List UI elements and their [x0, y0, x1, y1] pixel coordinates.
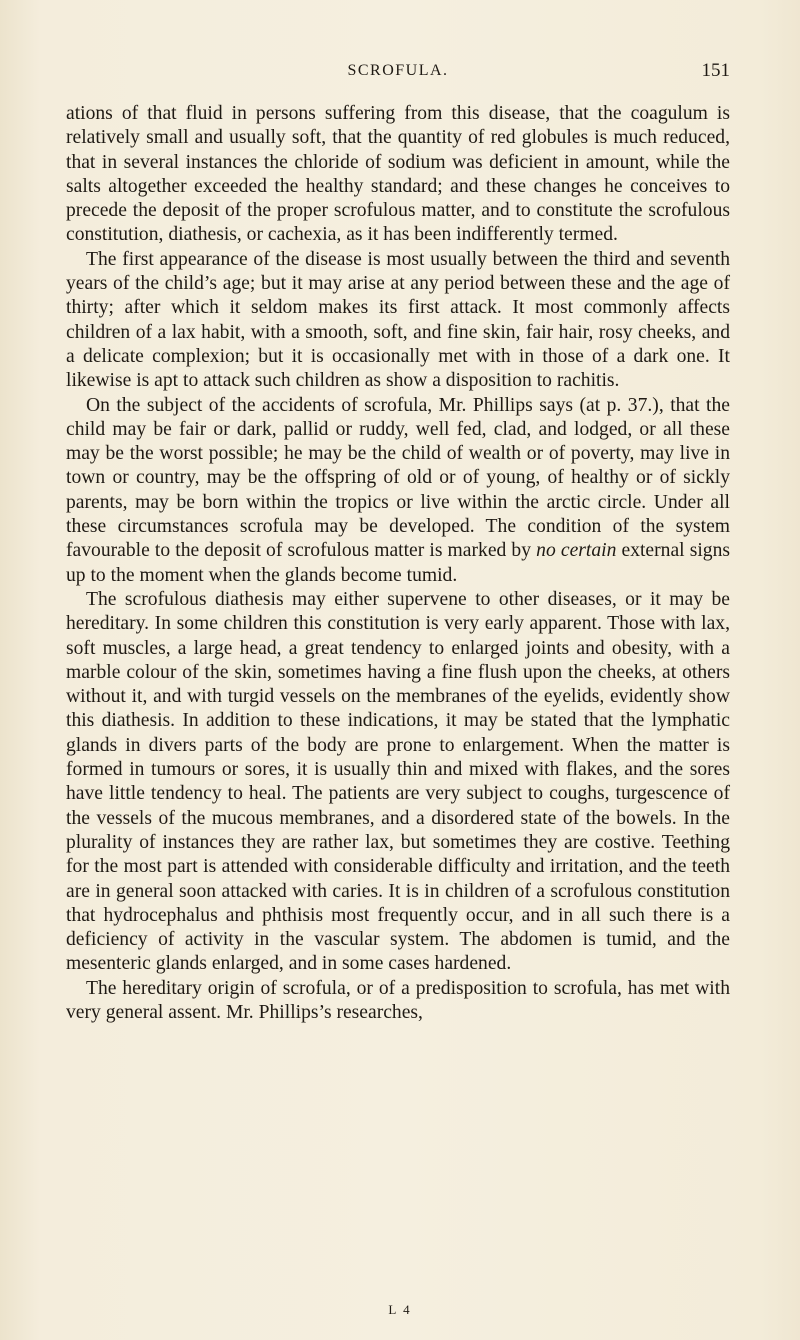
- paragraph-3-emphasis: no certain: [536, 540, 617, 562]
- paragraph-4-text: The scrofulous diathesis may either supervene to other diseases, or it may be hereditary. In some children this constitution is very early apparent. Those with lax, soft muscles, a large head, a great tendency to enlarged joints and obesity, with a marble colour of the skin, sometimes having a fine flush upon the cheeks, at others without it, and with turgid vessels on the membranes of the eyelids, evidently show this diathesis. In addition to these indications, it may be stated that the lymphatic glands in divers parts of the body are prone to enlargement. When the matter is formed in tumours or sores, it is usually thin and mixed with flakes, and the sores have little tendency to heal. The patients are very subject to coughs, turgescence of the vessels of the mucous membranes, and a disordered state of the bowels. In the plurality of instances they are rather lax, but sometimes they are costive. Teething for the most part is attended with considerable difficulty and irritation, and the teeth are in general soon attacked with caries. It is in children of a scrofulous constitution that hydrocephalus and phthisis most frequently occur, and in all such there is a deficiency of activity in the vascular system. The abdomen is tumid, and the mesenteric glands enlarged, and in some cases hardened.: [66, 588, 730, 975]
- paragraph-3: [66, 394, 730, 588]
- signature-mark: L 4: [388, 1302, 412, 1317]
- page-number: 151: [701, 60, 730, 81]
- paragraph-3-text-end: external signs up to the moment when the glands become tumid.: [66, 540, 730, 586]
- paragraph-1-text: ations of that fluid in persons suffering from this disease, that the coagulum is relatively small and usually soft, that the quantity of red globules is much reduced, that in several instances the chloride of sodium was deficient in amount, while the salts altogether exceeded the healthy standard; and these changes he conceives to precede the deposit of the proper scrofulous matter, and to constitute the scrofulous constitution, diathesis, or cachexia, as it has been indifferently termed.: [66, 103, 730, 246]
- paragraph-2-text: The first appearance of the disease is most usually between the third and seventh years of the child’s age; but it may arise at any period between these and the age of thirty; after which it seldom makes its first attack. It most commonly affects children of a lax habit, with a smooth, soft, and fine skin, fair hair, rosy cheeks, and a delicate complexion; but it is occasionally met with in those of a dark one. It likewise is apt to attack such children as show a disposition to rachitis.: [66, 248, 730, 392]
- body-text: [66, 102, 730, 1025]
- running-head: SCROFULA.: [347, 62, 449, 79]
- paragraph-5-text: The hereditary origin of scrofula, or of a predisposition to scrofula, has met with very general assent. Mr. Phillips’s researches,: [66, 977, 730, 1023]
- paragraph-3-text: On the subject of the accidents of scrofula, Mr. Phillips says (at p. 37.), that the child may be fair or dark, pallid or ruddy, well fed, clad, and lodged, or all these may be the worst possible; he may be the child of wealth or of poverty, may live in town or country, may be the offspring of old or of young, of healthy or of sickly parents, may be born within the tropics or live within the arctic circle. Under all these circumstances scrofula may be developed. The condition of the system favourable to the deposit of scrofulous matter is marked by: [66, 394, 730, 562]
- paragraph-1: [66, 102, 730, 248]
- paragraph-2: [66, 248, 730, 394]
- paragraph-4: [66, 588, 730, 977]
- page-header: [66, 62, 730, 86]
- paragraph-5: [66, 977, 730, 1026]
